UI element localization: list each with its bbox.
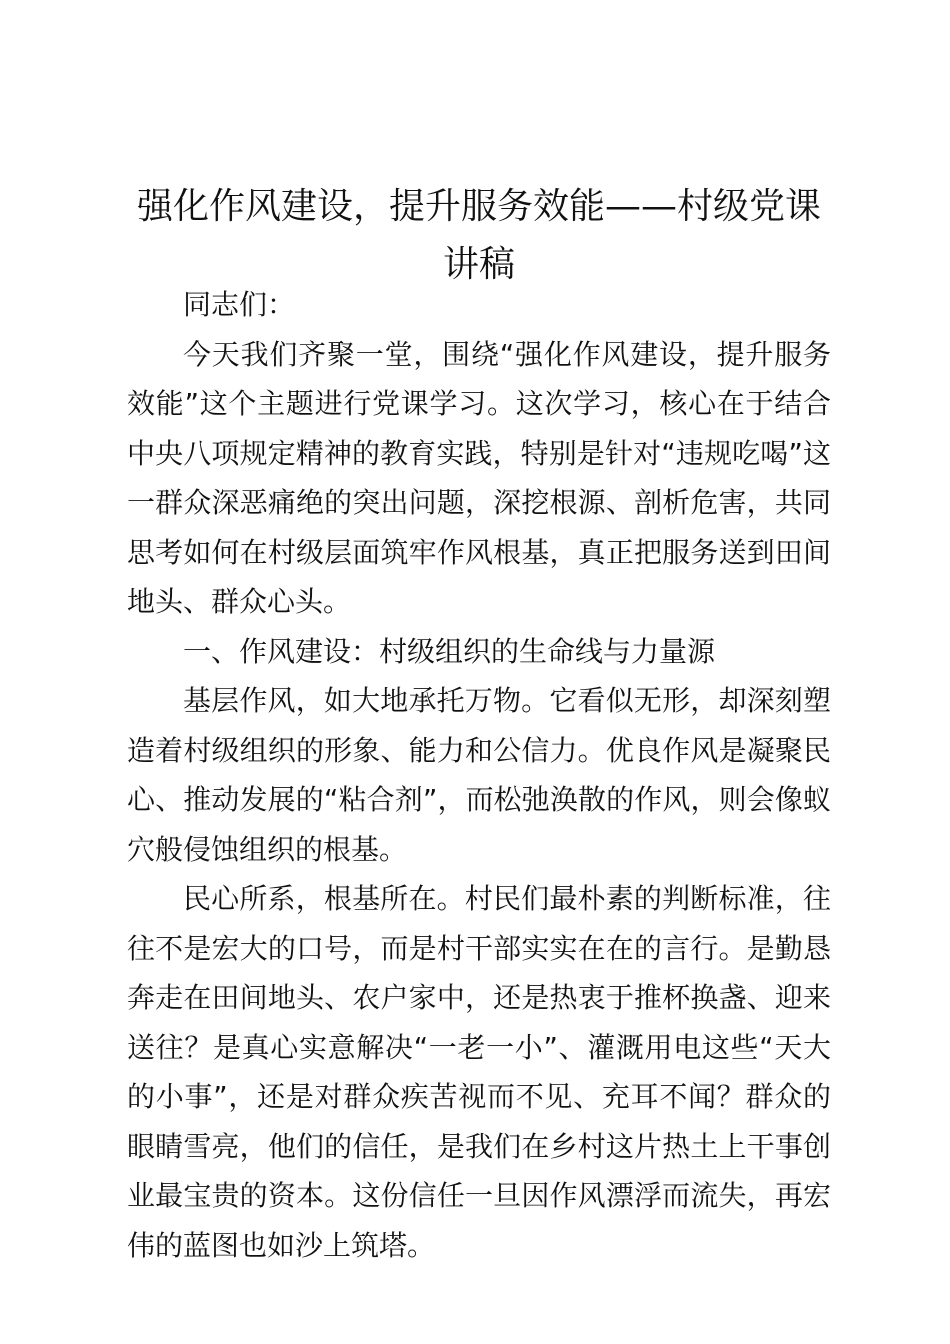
paragraph-intro: 今天我们齐聚一堂，围绕“强化作风建设，提升服务效能”这个主题进行党课学习。这次学习，核心在于结合中央八项规定精神的教育实践，特别是针对“违规吃喝”这一群众深恶痛绝的突出问题，深挖根源、剖析危害，共同思考如何在村级层面筑牢作风根基，真正把服务送到田间地头、群众心头。 bbox=[127, 337, 831, 618]
document-body bbox=[127, 280, 831, 1270]
section-heading-1: 一、作风建设：村级组织的生命线与力量源 bbox=[183, 634, 716, 668]
paragraph-2: 基层作风，如大地承托万物。它看似无形，却深刻塑造着村级组织的形象、能力和公信力。优良作风是凝聚民心、推动发展的“粘合剂”，而松弛涣散的作风，则会像蚁穴般侵蚀组织的根基。 bbox=[127, 684, 831, 866]
paragraph-3: 民心所系，根基所在。村民们最朴素的判断标准，往往不是宏大的口号，而是村干部实实在在的言行。是勤恳奔走在田间地头、农户家中，还是热衷于推杯换盏、迎来送往？是真心实意解决“一老一小”、灌溉用电这些“天大的小事”，还是对群众疾苦视而不见、充耳不闻？群众的眼睛雪亮，他们的信任，是我们在乡村这片热土上干事创业最宝贵的资本。这份信任一旦因作风漂浮而流失，再宏伟的蓝图也如沙上筑塔。 bbox=[127, 882, 831, 1262]
document-title: 强化作风建设，提升服务效能——村级党课讲稿 bbox=[136, 186, 821, 285]
greeting: 同志们： bbox=[183, 288, 296, 321]
